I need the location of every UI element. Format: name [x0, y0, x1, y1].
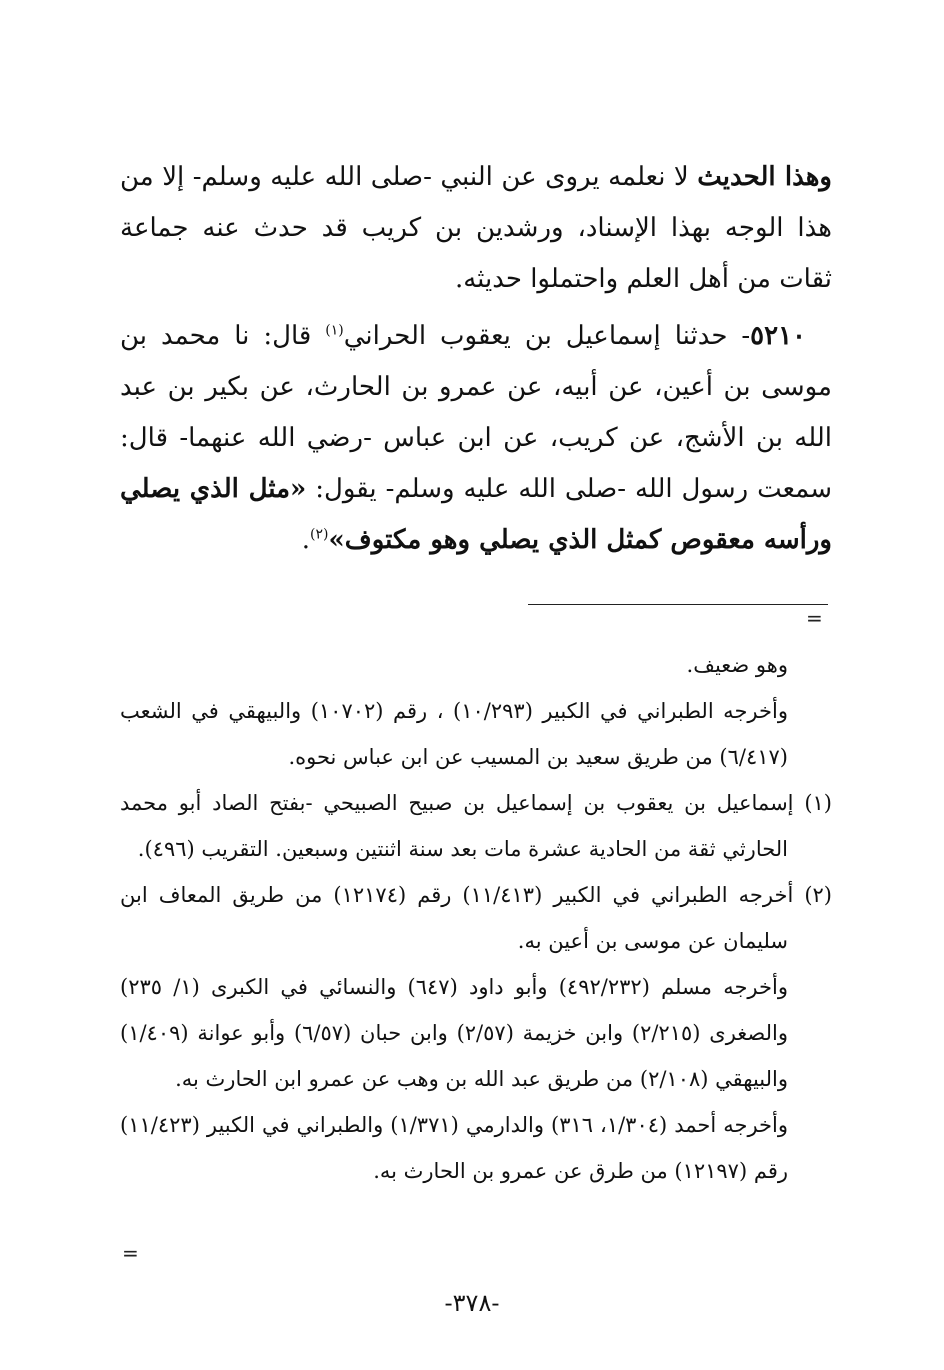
hadith-number: ٥٢١٠ — [750, 321, 806, 351]
main-text — [120, 152, 832, 566]
hadith-matn: «مثل الذي يصلي ورأسه معقوص كمثل الذي يصلي وهو مكتوف» — [120, 474, 832, 555]
footnote-separator — [528, 604, 828, 605]
footnote-ref-1: (١) — [325, 322, 344, 339]
commentary-text: لا نعلمه يروى عن النبي -صلى الله عليه وسلم- إلا من هذا الوجه بهذا الإسناد، ورشدين بن كريب قد حدث عنه جماعة ثقات من أهل العلم واحتملوا حديثه. — [120, 162, 832, 294]
footnote-carryover-2: وأخرجه الطبراني في الكبير (١٠/٢٩٣) ، رقم (١٠٧٠٢) والبيهقي في الشعب (٦/٤١٧) من طريق سعيد بن المسيب عن ابن عباس نحوه. — [120, 699, 788, 769]
page-number: -٣٧٨- — [444, 1289, 500, 1317]
footnotes — [120, 642, 832, 1194]
paragraph-end: . — [301, 525, 311, 555]
footnote-2-continued-2: وأخرجه أحمد (١/٣٠٤، ٣١٦) والدارمي (١/٣٧١) والطبراني في الكبير (١١/٤٢٣) رقم (١٢١٩٧) من طرق عن عمرو بن الحارث به. — [120, 1113, 789, 1183]
isnad-text-a: - حدثنا إسماعيل بن يعقوب الحراني — [343, 321, 751, 351]
continuation-mark-bottom: = — [122, 1241, 139, 1265]
paragraph-hadith — [120, 311, 832, 566]
footnote-2: (٢) أخرجه الطبراني في الكبير (١١/٤١٣) رقم (١٢١٧٤) من طريق المعاف ابن سليمان عن موسى بن أعين به. — [120, 883, 832, 953]
paragraph-commentary — [120, 152, 832, 305]
footnote-1: (١) إسماعيل بن يعقوب بن إسماعيل بن صبيح الصبيحي -بفتح الصاد أبو محمد الحارثي ثقة من الحادية عشرة مات بعد سنة اثنتين وسبعين. التقريب (٤٩٦). — [120, 791, 832, 861]
lead-in-phrase: وهذا الحديث — [697, 162, 832, 192]
footnote-ref-2: (٢) — [310, 526, 329, 543]
isnad-text-b: قال: نا محمد بن موسى بن أعين، عن أبيه، عن عمرو بن الحارث، عن بكير بن عبد الله بن الأشج، عن كريب، عن ابن عباس -رضي الله عنهما- قال: سمعت رسول الله -صلى الله عليه وسلم- يقول: — [120, 321, 832, 504]
continuation-mark-top: = — [806, 606, 823, 630]
footnote-carryover-1: وهو ضعيف. — [686, 653, 788, 677]
footnote-2-continued: وأخرجه مسلم (٤٩٢/٢٣٢) وأبو داود (٦٤٧) والنسائي في الكبرى (١/ ٢٣٥) والصغرى (٢/٢١٥) وابن خزيمة (٢/٥٧) وابن حبان (٦/٥٧) وأبو عوانة (١/٤٠٩) والبيهقي (٢/١٠٨) من طريق عبد الله بن وهب عن عمرو ابن الحارث به. — [120, 975, 789, 1091]
